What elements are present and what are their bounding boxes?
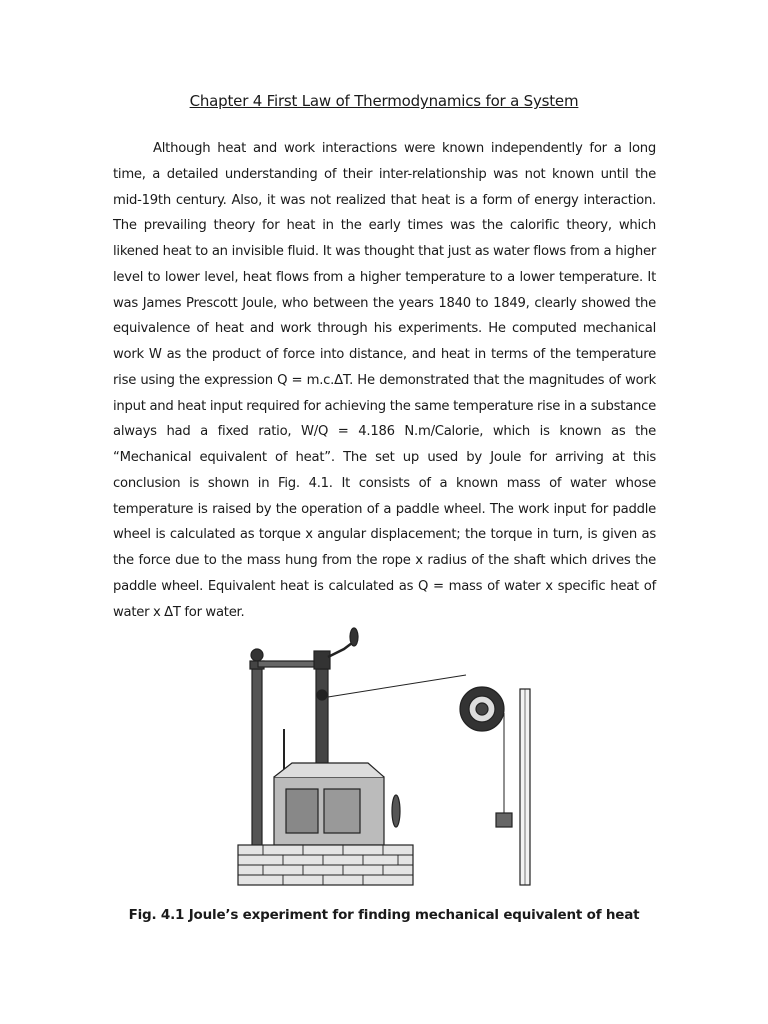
joule-apparatus-illustration	[228, 625, 558, 887]
chapter-title: Chapter 4 First Law of Thermodynamics for a System	[189, 92, 579, 110]
figure-caption: Fig. 4.1 Joule’s experiment for finding mechanical equivalent of heat	[128, 907, 640, 923]
body-paragraph-container	[113, 136, 656, 625]
body-paragraph: Although heat and work interactions were known independently for a long time, a detailed understanding of their inter-relationship was not known until the mid-19th century. Also, it was not realized that heat is a form of energy interaction. The prevailing theory for heat in the early times was the calorific theory, which likened heat to an invisible fluid. It was thought that just as water flows from a higher level to lower level, heat flows from a higher temperature to a lower temperature. It was James Prescott Joule, who between the years 1840 to 1849, clearly showed the equivalence of heat and work through his experiments. He computed mechanical work W as the product of force into distance, and heat in terms of the temperature rise using the expression Q = m.c.ΔT. He demonstrated that the magnitudes of work input and heat input required for achieving the same temperature rise in a substance always had a fixed ratio, W/Q = 4.186 N.m/Calorie, which is known as the “Mechanical equivalent of heat”. The set up used by Joule for arriving at this conclusion is shown in Fig. 4.1. It consists of a known mass of water whose temperature is raised by the operation of a paddle wheel. The work input for paddle wheel is calculated as torque x angular displacement; the torque in turn, is given as the force due to the mass hung from the rope x radius of the shaft which drives the paddle wheel. Equivalent heat is calculated as Q = mass of water x specific heat of water x ΔT for water.	[113, 141, 656, 620]
